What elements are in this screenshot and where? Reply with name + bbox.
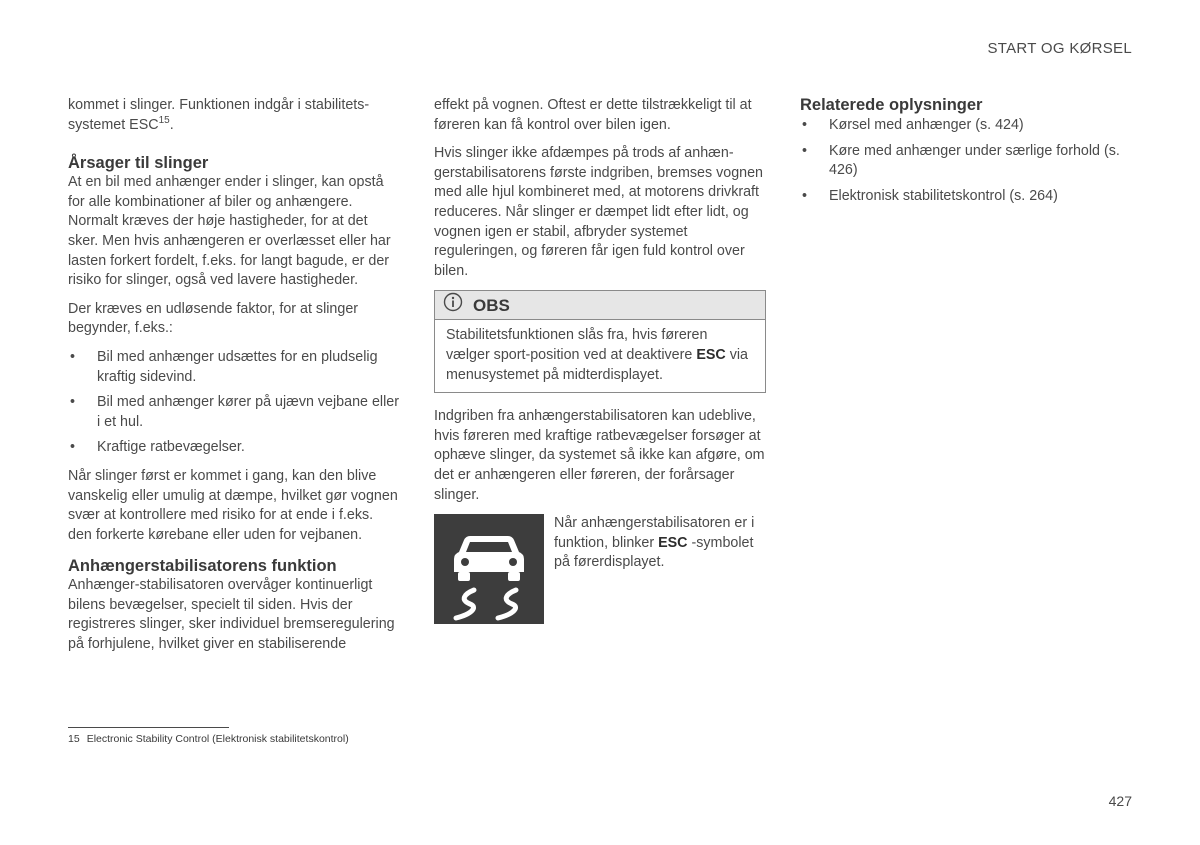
- middle-paragraph-2: Hvis slinger ikke afdæmpes på trods af anhængerstabilisatorens første indgriben, bremses vognen med alle hjul kombineret med, at motorens drivkraft reduceres. Når slinger er dæmpet lidt efter lidt, og vognen igen er stabil, afbryder systemet reguleringen, og føreren får igen fuld kontrol over bilen.: [434, 145, 763, 279]
- footnote-divider: [68, 727, 229, 728]
- related-links-list: [800, 116, 1132, 206]
- related-link[interactable]: • Kørsel med anhænger (s. 424): [800, 116, 1132, 136]
- related-link[interactable]: • Køre med anhænger under særlige forhold (s. 426): [802, 142, 1120, 179]
- heading-related: Relaterede oplysninger: [800, 96, 983, 114]
- heading-causes: Årsager til slinger: [68, 154, 209, 173]
- footnote-text: Electronic Stability Control (Elektronisk stabilitetskontrol): [86, 733, 349, 745]
- bullet-icon: •: [70, 394, 76, 411]
- esc-skid-car-icon: [434, 514, 544, 624]
- related-link[interactable]: • Elektronisk stabilitetskontrol (s. 264): [800, 187, 1132, 207]
- bullet-icon: •: [802, 187, 808, 204]
- heading-function: Anhængerstabilisatorens funktion: [68, 557, 337, 576]
- footnote-ref[interactable]: 15: [158, 114, 170, 126]
- function-paragraph: Anhænger-stabilisatoren overvåger kontinuerligt bilens bevægelser, specielt til siden. Hvis der registreres slinger, sker individuel bremseregulering på forhjulene, hvilket giver en stabiliserende: [68, 577, 395, 653]
- bullet-icon: •: [70, 348, 76, 365]
- column-middle: [434, 96, 766, 624]
- middle-paragraph-3: Indgriben fra anhængerstabilisatoren kan udeblive, hvis føreren med kraftige ratbevægelser forsøger at ophæve slinger, da systemet så ikke kan afgøre, om det er anhængeren eller føreren, der forårsager slinger.: [434, 408, 765, 503]
- list-item: • Bil med anhænger kører på ujævn vejbane eller i et hul.: [70, 394, 399, 430]
- obs-note-header: [435, 291, 765, 320]
- obs-body: Stabilitetsfunktionen slås fra, hvis føreren vælger sport-position ved at deaktivere ESC via menusystemet på midterdisplayet.: [446, 327, 748, 383]
- middle-paragraph-1: effekt på vognen. Oftest er dette tilstrækkeligt til at føreren kan få kontrol over bilen igen.: [434, 97, 752, 133]
- causes-bullet-list: [68, 348, 400, 458]
- obs-note-box: [434, 290, 766, 393]
- footnote: [68, 733, 349, 745]
- intro-paragraph: [68, 96, 400, 135]
- list-item: • Bil med anhænger udsættes for en pludselig kraftig sidevind.: [70, 348, 378, 385]
- info-icon: [443, 292, 463, 319]
- bullet-icon: •: [802, 142, 808, 159]
- list-item: • Kraftige ratbevægelser.: [68, 438, 400, 458]
- causes-paragraph-1: At en bil med anhænger ender i slinger, kan opstå for alle kombinationer af biler og anhængere. Normalt kræves der høje hastigheder, for at det sker. Men hvis anhængeren er overlæsset eller har lasten forkert fordelt, f.eks. for langt bagude, er der risiko for slinger, også ved lavere hastigheder.: [68, 174, 391, 289]
- esc-label: ESC: [696, 346, 726, 363]
- bullet-icon: •: [70, 439, 76, 456]
- obs-title: OBS: [473, 295, 510, 315]
- causes-paragraph-2: Der kræves en udløsende faktor, for at slinger begynder, f.eks.:: [68, 300, 359, 337]
- bullet-icon: •: [802, 117, 808, 133]
- footnote-number: 15: [68, 733, 80, 745]
- intro-end: .: [169, 116, 174, 133]
- esc-symbol-row: [434, 514, 766, 624]
- causes-paragraph-3: Når slinger først er kommet i gang, kan den blive vanskelig eller umulig at dæmpe, hvilket gør vognen svær at kontrollere med risiko for at ende i f.eks. den forkerte kørebane eller uden for vejbanen.: [68, 467, 398, 543]
- section-header: START OG KØRSEL: [987, 40, 1132, 57]
- column-left: [68, 96, 400, 664]
- esc-label: ESC: [658, 534, 688, 551]
- column-right: [800, 96, 1132, 215]
- esc-symbol-text: Når anhængerstabilisatoren er i funktion, blinker ESC -symbolet på førerdisplayet.: [554, 515, 755, 571]
- intro-text: kommet i slinger. Funktionen indgår i stabilitetssystemet ESC: [68, 97, 370, 133]
- page-number: 427: [1108, 793, 1132, 809]
